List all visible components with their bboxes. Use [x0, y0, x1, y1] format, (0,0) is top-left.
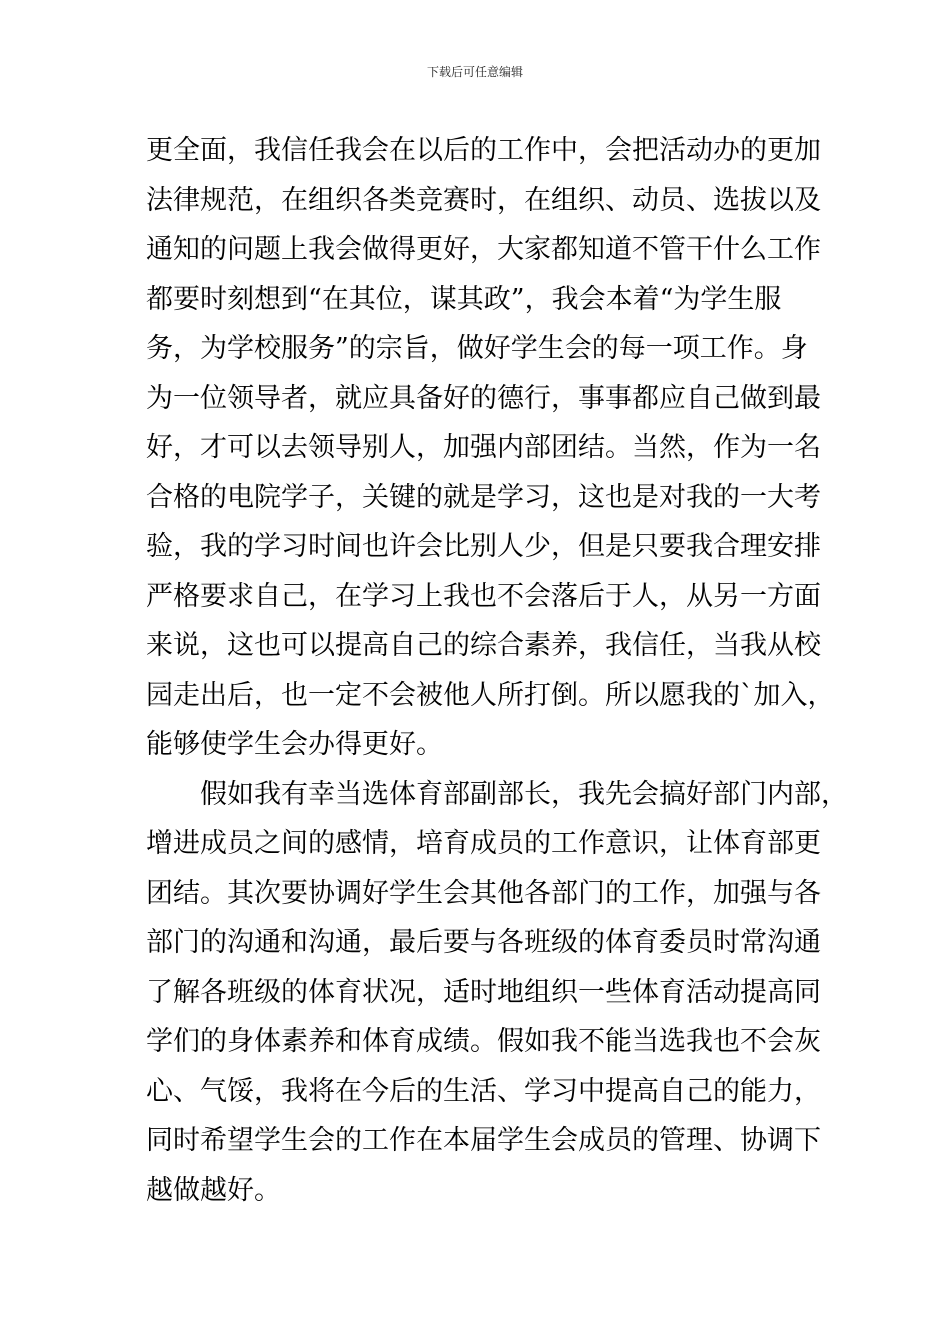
text-line: 心、气馁，我将在今后的生活、学习中提高自己的能力， — [146, 1075, 821, 1107]
text-line: 园走出后，也一定不会被他人所打倒。所以愿我的`加入， — [146, 679, 835, 711]
text-line: 都要时刻想到“在其位，谋其政”，我会本着“为学生服 — [146, 283, 782, 315]
text-line: 越做越好。 — [146, 1174, 281, 1206]
text-line: 法律规范，在组织各类竞赛时，在组织、动员、选拔以及 — [146, 184, 821, 216]
paragraph-1 — [146, 126, 835, 770]
text-line: 来说，这也可以提高自己的综合素养，我信任，当我从校 — [146, 630, 821, 661]
text-line: 通知的问题上我会做得更好，大家都知道不管干什么工作 — [146, 234, 821, 265]
text-line: 了解各班级的体育状况，适时地组织一些体育活动提高同 — [146, 976, 821, 1008]
text-line: 更全面，我信任我会在以后的工作中，会把活动办的更加 — [146, 135, 821, 166]
text-line: 验，我的学习时间也许会比别人少，但是只要我合理安排 — [146, 531, 821, 562]
text-line: 务，为学校服务”的宗旨，做好学生会的每一项工作。身 — [146, 333, 808, 364]
text-line: 部门的沟通和沟通，最后要与各班级的体育委员时常沟通 — [146, 927, 821, 958]
document-body — [146, 126, 848, 1215]
text-line: 能够使学生会办得更好。 — [146, 729, 443, 760]
text-line: 合格的电院学子，关键的就是学习，这也是对我的一大考 — [146, 481, 821, 513]
text-line: 增进成员之间的感情，培育成员的工作意识，让体育部更 — [146, 828, 821, 859]
paragraph-2 — [146, 770, 848, 1216]
text-line: 好，才可以去领导别人，加强内部团结。当然，作为一名 — [146, 432, 821, 463]
text-line-indented: 假如我有幸当选体育部副部长，我先会搞好部门内部， — [200, 778, 848, 810]
text-line: 学们的身体素养和体育成绩。假如我不能当选我也不会灰 — [146, 1026, 821, 1057]
text-line: 严格要求自己，在学习上我也不会落后于人，从另一方面 — [146, 580, 821, 612]
text-line: 同时希望学生会的工作在本届学生会成员的管理、协调下 — [146, 1125, 821, 1156]
text-line: 团结。其次要协调好学生会其他各部门的工作，加强与各 — [146, 877, 821, 909]
page-header: 下载后可任意编辑 — [426, 65, 523, 79]
text-line: 为一位领导者，就应具备好的德行，事事都应自己做到最 — [146, 382, 821, 414]
